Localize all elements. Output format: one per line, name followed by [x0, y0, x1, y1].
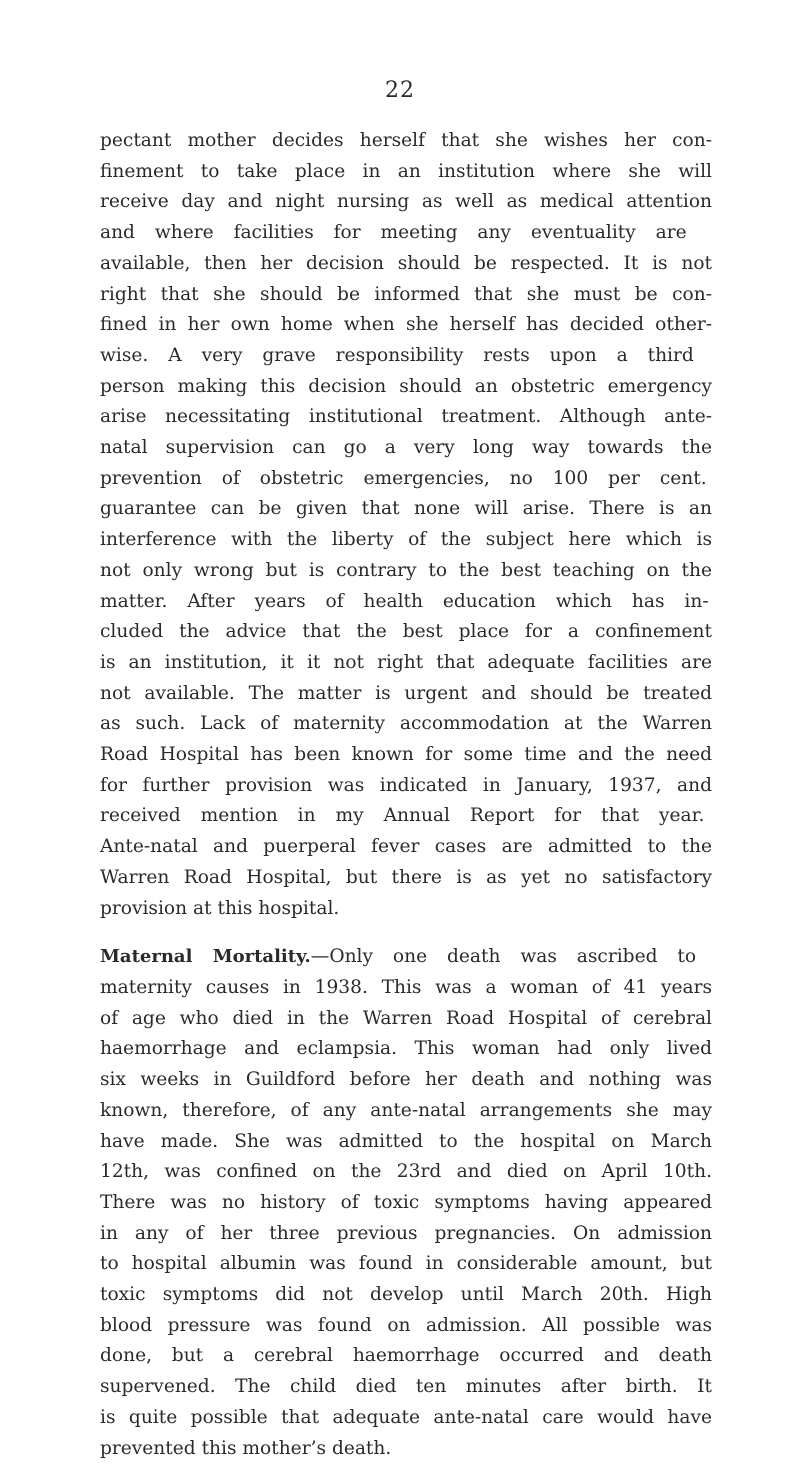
text-line: [100, 1096, 712, 1127]
text-line: [100, 1311, 712, 1342]
text-line: [100, 249, 712, 280]
text-line: [100, 218, 712, 249]
text-line: [100, 1188, 712, 1219]
line-text: There was no history of toxic symptoms having appeared: [100, 1191, 712, 1213]
line-text: provision at this hospital.: [100, 897, 340, 919]
line-text: known, therefore, of any ante-natal arrangements she may: [100, 1099, 712, 1121]
text-line: [100, 709, 712, 740]
line-text: and where facilities for meeting any eventuality are: [100, 222, 687, 244]
line-text: Ante-natal and puerperal fever cases are admitted to the: [100, 836, 712, 858]
text-line: [100, 740, 712, 771]
line-text: natal supervision can go a very long way towards the: [100, 437, 712, 459]
text-line: [100, 617, 712, 648]
text-line: [100, 126, 712, 157]
line-text: have made. She was admitted to the hospital on March: [100, 1130, 712, 1152]
line-text: received mention in my Annual Report for that year.: [100, 805, 705, 827]
text-line: [100, 1341, 712, 1372]
text-line: [100, 187, 712, 218]
line-text: prevented this mother’s death.: [100, 1437, 392, 1459]
text-line: [100, 1403, 712, 1434]
text-line: [100, 310, 712, 341]
text-line: [100, 341, 712, 372]
text-line: [100, 280, 712, 311]
text-line: [100, 1127, 712, 1158]
line-text: blood pressure was found on admission. All possible was: [100, 1314, 712, 1336]
text-line: [100, 832, 712, 863]
text-line: [100, 525, 712, 556]
line-text: available, then her decision should be respected. It is not: [100, 252, 712, 274]
text-line: [100, 433, 712, 464]
line-text: haemorrhage and eclampsia. This woman had only lived: [100, 1038, 712, 1060]
line-text: toxic symptoms did not develop until March 20th. High: [100, 1284, 712, 1306]
text-line: [100, 402, 712, 433]
text-line: [100, 1219, 712, 1250]
text-line: [100, 973, 712, 1004]
body-text: [100, 126, 712, 1464]
line-text: done, but a cerebral haemorrhage occurred and death: [100, 1345, 712, 1367]
page-number: 22: [385, 78, 415, 103]
line-text: not available. The matter is urgent and should be treated: [100, 682, 712, 704]
line-text: maternity causes in 1938. This was a woman of 41 years: [100, 976, 712, 998]
text-line: [100, 771, 712, 802]
text-line: [100, 1034, 712, 1065]
line-text: right that she should be informed that she must be con-: [100, 283, 712, 305]
text-line: [100, 494, 712, 525]
text-line: [100, 1372, 712, 1403]
line-text: is an institution, it it not right that adequate facilities are: [100, 651, 712, 673]
section-heading: Maternal Mortality.: [100, 946, 311, 968]
line-text: six weeks in Guildford before her death and nothing was: [100, 1069, 712, 1091]
line-text: fined in her own home when she herself has decided other-: [100, 314, 712, 336]
text-line: [100, 679, 712, 710]
line-text: prevention of obstetric emergencies, no 100 per cent.: [100, 467, 707, 489]
line-text: pectant mother decides herself that she wishes her con-: [100, 130, 712, 151]
line-text: interference with the liberty of the subject here which is: [100, 529, 712, 551]
text-line: [100, 1157, 712, 1188]
line-text: for further provision was indicated in January, 1937, and: [100, 774, 712, 796]
text-line: [100, 1280, 712, 1311]
text-line: [100, 556, 712, 587]
line-text: Warren Road Hospital, but there is as yet no satisfactory: [100, 866, 712, 888]
line-text: arise necessitating institutional treatment. Although ante-: [100, 406, 712, 428]
line-text: guarantee can be given that none will arise. There is an: [100, 498, 712, 520]
text-line: [100, 1434, 712, 1464]
text-line: [100, 372, 712, 403]
text-line: [100, 1065, 712, 1096]
text-line: [100, 801, 712, 832]
line-text: as such. Lack of maternity accommodation at the Warren: [100, 713, 712, 735]
line-text: is quite possible that adequate ante-natal care would have: [100, 1406, 712, 1428]
line-text: person making this decision should an obstetric emergency: [100, 375, 712, 397]
line-text: 12th, was confined on the 23rd and died on April 10th.: [100, 1161, 712, 1183]
line-text: in any of her three previous pregnancies. On admission: [100, 1222, 712, 1244]
line-text: supervened. The child died ten minutes after birth. It: [100, 1376, 712, 1398]
line-text: finement to take place in an institution where she will: [100, 160, 712, 182]
line-text: cluded the advice that the best place for a confinement: [100, 621, 712, 643]
paragraph-antenatal-provision: [100, 126, 712, 924]
text-line: [100, 894, 712, 925]
line-text: Road Hospital has been known for some time and the need: [100, 744, 712, 766]
line-text: —Only one death was ascribed to: [310, 946, 697, 968]
line-text: receive day and night nursing as well as medical attention: [100, 191, 712, 213]
text-line: [100, 464, 712, 495]
line-text: to hospital albumin was found in considerable amount, but: [100, 1253, 712, 1275]
text-line: [100, 942, 712, 973]
text-line: [100, 1004, 712, 1035]
paragraph-maternal-mortality: [100, 942, 712, 1464]
line-text: not only wrong but is contrary to the best teaching on the: [100, 559, 712, 581]
text-line: [100, 1249, 712, 1280]
text-line: [100, 587, 712, 618]
text-line: [100, 863, 712, 894]
line-text: matter. After years of health education which has in-: [100, 590, 709, 612]
text-line: [100, 157, 712, 188]
text-line: [100, 648, 712, 679]
line-text: of age who died in the Warren Road Hospital of cerebral: [100, 1007, 712, 1029]
line-text: wise. A very grave responsibility rests upon a third: [100, 344, 694, 366]
